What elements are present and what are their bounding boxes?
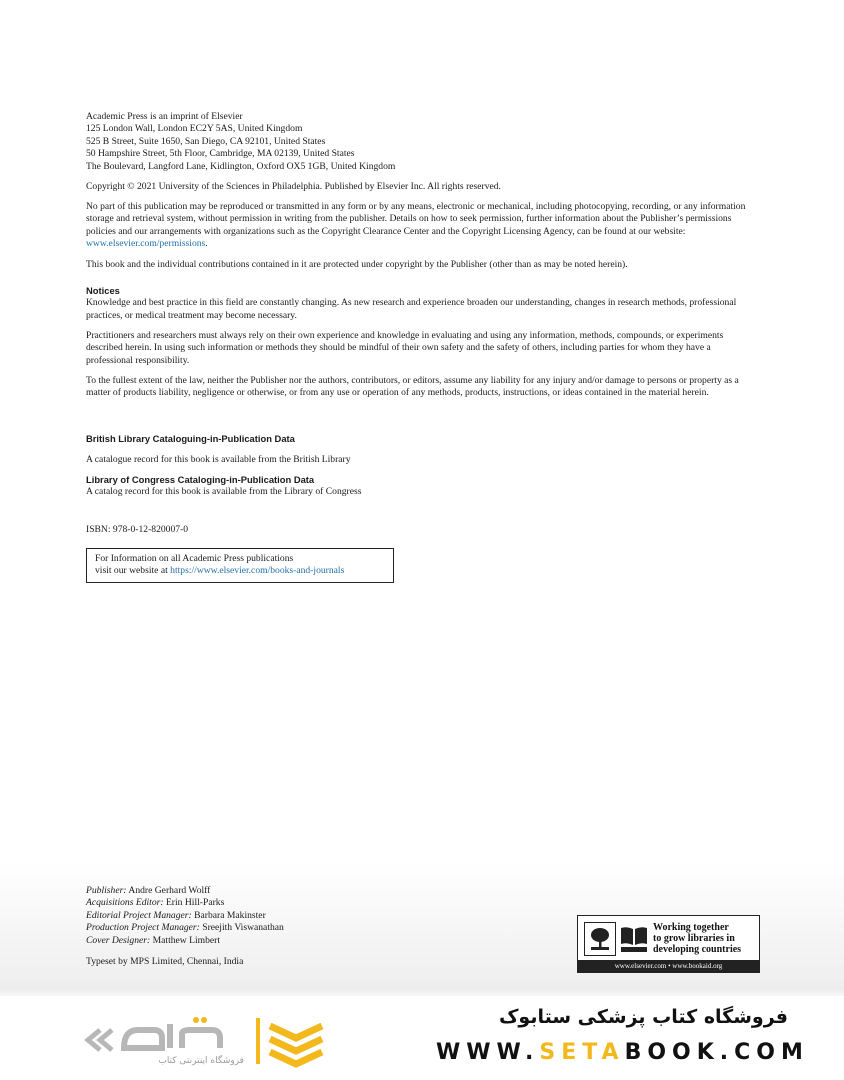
setabook-logo-icon — [72, 1012, 330, 1072]
library-of-congress-heading: Library of Congress Cataloging-in-Publication Data — [86, 474, 315, 485]
book-aid-slogan — [653, 922, 757, 955]
address-line: The Boulevard, Langford Lane, Kidlington, Oxford OX5 1GB, United Kingdom — [86, 160, 396, 172]
library-of-congress-text: A catalog record for this book is available from the Library of Congress — [86, 486, 362, 497]
credit-name: Matthew Limbert — [150, 934, 221, 946]
slogan-line: developing countries — [653, 944, 742, 955]
credit-name: Barbara Makinster — [191, 909, 266, 921]
info-box-prefix: visit our website at — [95, 565, 171, 577]
url-highlight: SETA — [539, 1040, 625, 1065]
books-journals-link[interactable]: https://www.elsevier.com/books-and-journals — [170, 565, 345, 577]
protected-paragraph: This book and the individual contributions contained in it are protected under copyright by the Publisher (other than as may be noted herein). — [86, 259, 628, 270]
typeset-line: Typeset by MPS Limited, Chennai, India — [86, 956, 244, 967]
store-name: فروشگاه کتاب پزشکی ستابوک — [498, 1006, 788, 1028]
liability-paragraph: To the fullest extent of the law, neither the Publisher nor the authors, contributors, or editors, assume any liability for any injury and/or damage to persons or property as a matter of products liability, negligence or otherwise, or from any use or operation of any methods, products, instructions, or ideas contained in the material herein. — [86, 375, 739, 399]
credit-role: Acquisitions Editor: — [86, 897, 164, 909]
info-box — [86, 548, 394, 583]
notices-text: Knowledge and best practice in this field are constantly changing. As new research and experience broaden our understanding, changes in research methods, professional practices, or medical treatment may become necessary. — [86, 297, 737, 321]
slogan-line: Working together — [653, 922, 729, 933]
credit-role: Cover Designer: — [86, 934, 151, 946]
credit-role: Production Project Manager: — [86, 922, 200, 934]
notices-heading: Notices — [86, 285, 120, 296]
notices-section — [86, 285, 758, 322]
logo-tagline: فروشگاه اینترنتی کتاب — [158, 1056, 244, 1066]
address-line: Academic Press is an imprint of Elsevier — [86, 111, 243, 122]
address-line: 125 London Wall, London EC2Y 5AS, United Kingdom — [86, 123, 303, 135]
url-prefix: WWW. — [436, 1040, 540, 1065]
credit-name: Erin Hill-Parks — [163, 897, 225, 909]
permissions-paragraph — [86, 201, 758, 251]
british-library-heading: British Library Cataloguing-in-Publication Data — [86, 433, 295, 444]
store-url[interactable] — [436, 1040, 809, 1065]
practitioners-paragraph: Practitioners and researchers must always rely on their own experience and knowledge in evaluating and using any information, methods, compounds, or experiments described herein. In using such information or methods they should be mindful of their own safety and the safety of others, including parties for whom they have a professional responsibility. — [86, 330, 724, 366]
permissions-text: No part of this publication may be reproduced or transmitted in any form or by any means, electronic or mechanical, including photocopying, recording, or any information storage and retrieval system, without permission in writing from the publisher. Details on how to seek permission, further information about the Publisher’s permissions policies and our arrangements with organizations such as the Copyright Clearance Center and the Copyright Licensing Agency, can be found at our website: — [86, 201, 746, 237]
credit-name: Sreejith Viswanathan — [199, 922, 284, 934]
book-aid-badge — [577, 915, 760, 973]
permissions-end: . — [205, 238, 208, 250]
credit-name: Andre Gerhard Wolff — [126, 885, 211, 896]
address-line: 525 B Street, Suite 1650, San Diego, CA 92101, United States — [86, 135, 326, 147]
info-box-line — [95, 565, 393, 577]
elsevier-tree-icon — [584, 922, 616, 956]
credit-line — [86, 897, 758, 909]
book-aid-icon — [618, 922, 650, 954]
credit-role: Publisher: — [86, 885, 127, 896]
address-line: 50 Hampshire Street, 5th Floor, Cambridge, MA 02139, United States — [86, 148, 355, 160]
publisher-address — [86, 111, 758, 173]
slogan-line: to grow libraries in — [653, 933, 735, 944]
british-library-text: A catalogue record for this book is available from the British Library — [86, 454, 351, 465]
copyright-line: Copyright © 2021 University of the Sciences in Philadelphia. Published by Elsevier Inc. All rights reserved. — [86, 181, 501, 192]
isbn: ISBN: 978-0-12-820007-0 — [86, 524, 189, 535]
info-box-line: For Information on all Academic Press publications — [95, 553, 294, 564]
url-suffix: BOOK.COM — [624, 1040, 809, 1065]
book-aid-footer: www.elsevier.com • www.bookaid.org — [578, 960, 759, 972]
store-banner — [0, 996, 844, 1080]
credit-role: Editorial Project Manager: — [86, 909, 192, 921]
credit-line — [86, 885, 758, 897]
permissions-link[interactable]: www.elsevier.com/permissions — [86, 238, 206, 250]
